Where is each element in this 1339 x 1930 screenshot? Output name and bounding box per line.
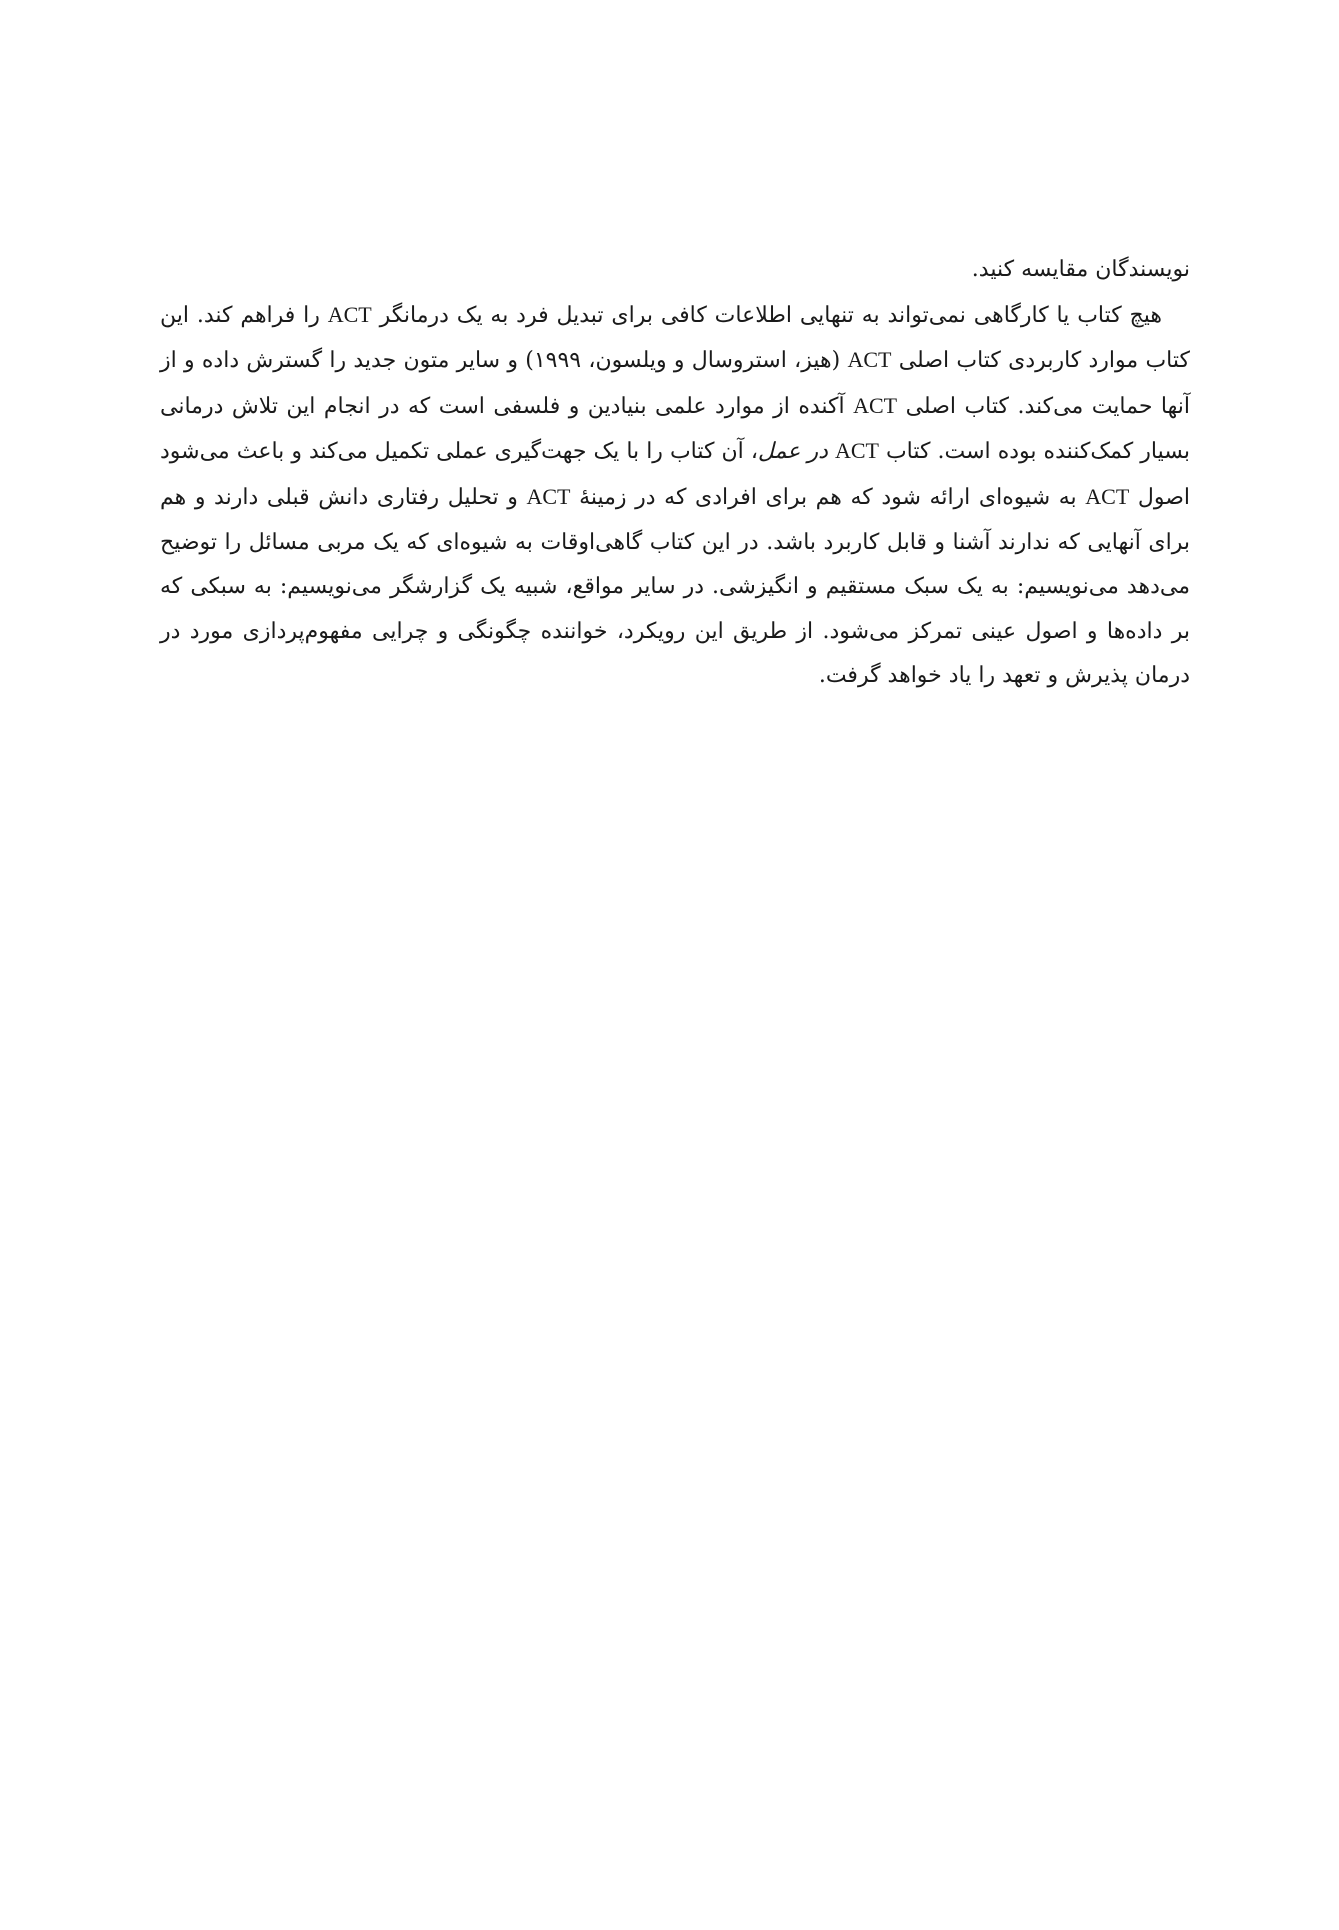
paragraph-segment: (هیز، استروسال و ویلسون، ۱۹۹۹) و سایر متون جدید را گسترش داده و از آنها حمایت می‌کند. کتاب اصلی [160, 348, 1190, 419]
continuation-text: نویسندگان مقایسه کنید. [971, 257, 1190, 282]
act-abbreviation: ACT [526, 483, 571, 509]
act-abbreviation: ACT [847, 347, 892, 373]
body-text [160, 248, 1190, 699]
paragraph-segment: آکنده از موارد علمی بنیادین و فلسفی است که در انجام این تلاش درمانی بسیار کمک‌کننده بوده است. کتاب [160, 393, 1191, 465]
paragraph-segment [828, 439, 835, 464]
book-title-italic: در عمل [757, 439, 828, 465]
paragraph-segment: هیچ کتاب یا کارگاهی نمی‌تواند به تنهایی اطلاعات کافی برای تبدیل فرد به یک درمانگر [371, 302, 1162, 328]
main-paragraph [160, 293, 1190, 699]
paragraph-segment: و تحلیل رفتاری دانش قبلی دارند و هم برای آنهایی که ندارند آشنا و قابل کاربرد باشد. در این کتاب گاهی‌اوقات به شیوه‌ای که یک مربی مسائل را توضیح می‌دهد می‌نویسیم: به یک سبک مستقیم و انگیزشی. در سایر مواقع، شبیه یک گزارشگر می‌نویسیم: به سبکی که بر داده‌ها و اصول عینی تمرکز می‌شود. از طریق این رویکرد، خواننده چگونگی و چرایی مفهوم‌پردازی مورد در درمان پذیرش و تعهد را یاد خواهد گرفت. [160, 484, 1190, 689]
paragraph-segment: به شیوه‌ای ارائه شود که هم برای افرادی که در زمینهٔ [570, 484, 1086, 510]
act-abbreviation: ACT [1085, 483, 1130, 509]
act-abbreviation: ACT [853, 392, 898, 418]
act-abbreviation: ACT [834, 438, 879, 464]
act-abbreviation: ACT [327, 301, 372, 327]
paragraph-segment: ، آن کتاب را با یک جهت‌گیری عملی تکمیل می‌کند و باعث می‌شود اصول [160, 439, 1191, 510]
paragraph-segment: را فراهم کند. این کتاب موارد کاربردی کتاب اصلی [160, 302, 1190, 374]
continuation-paragraph [160, 248, 1190, 293]
